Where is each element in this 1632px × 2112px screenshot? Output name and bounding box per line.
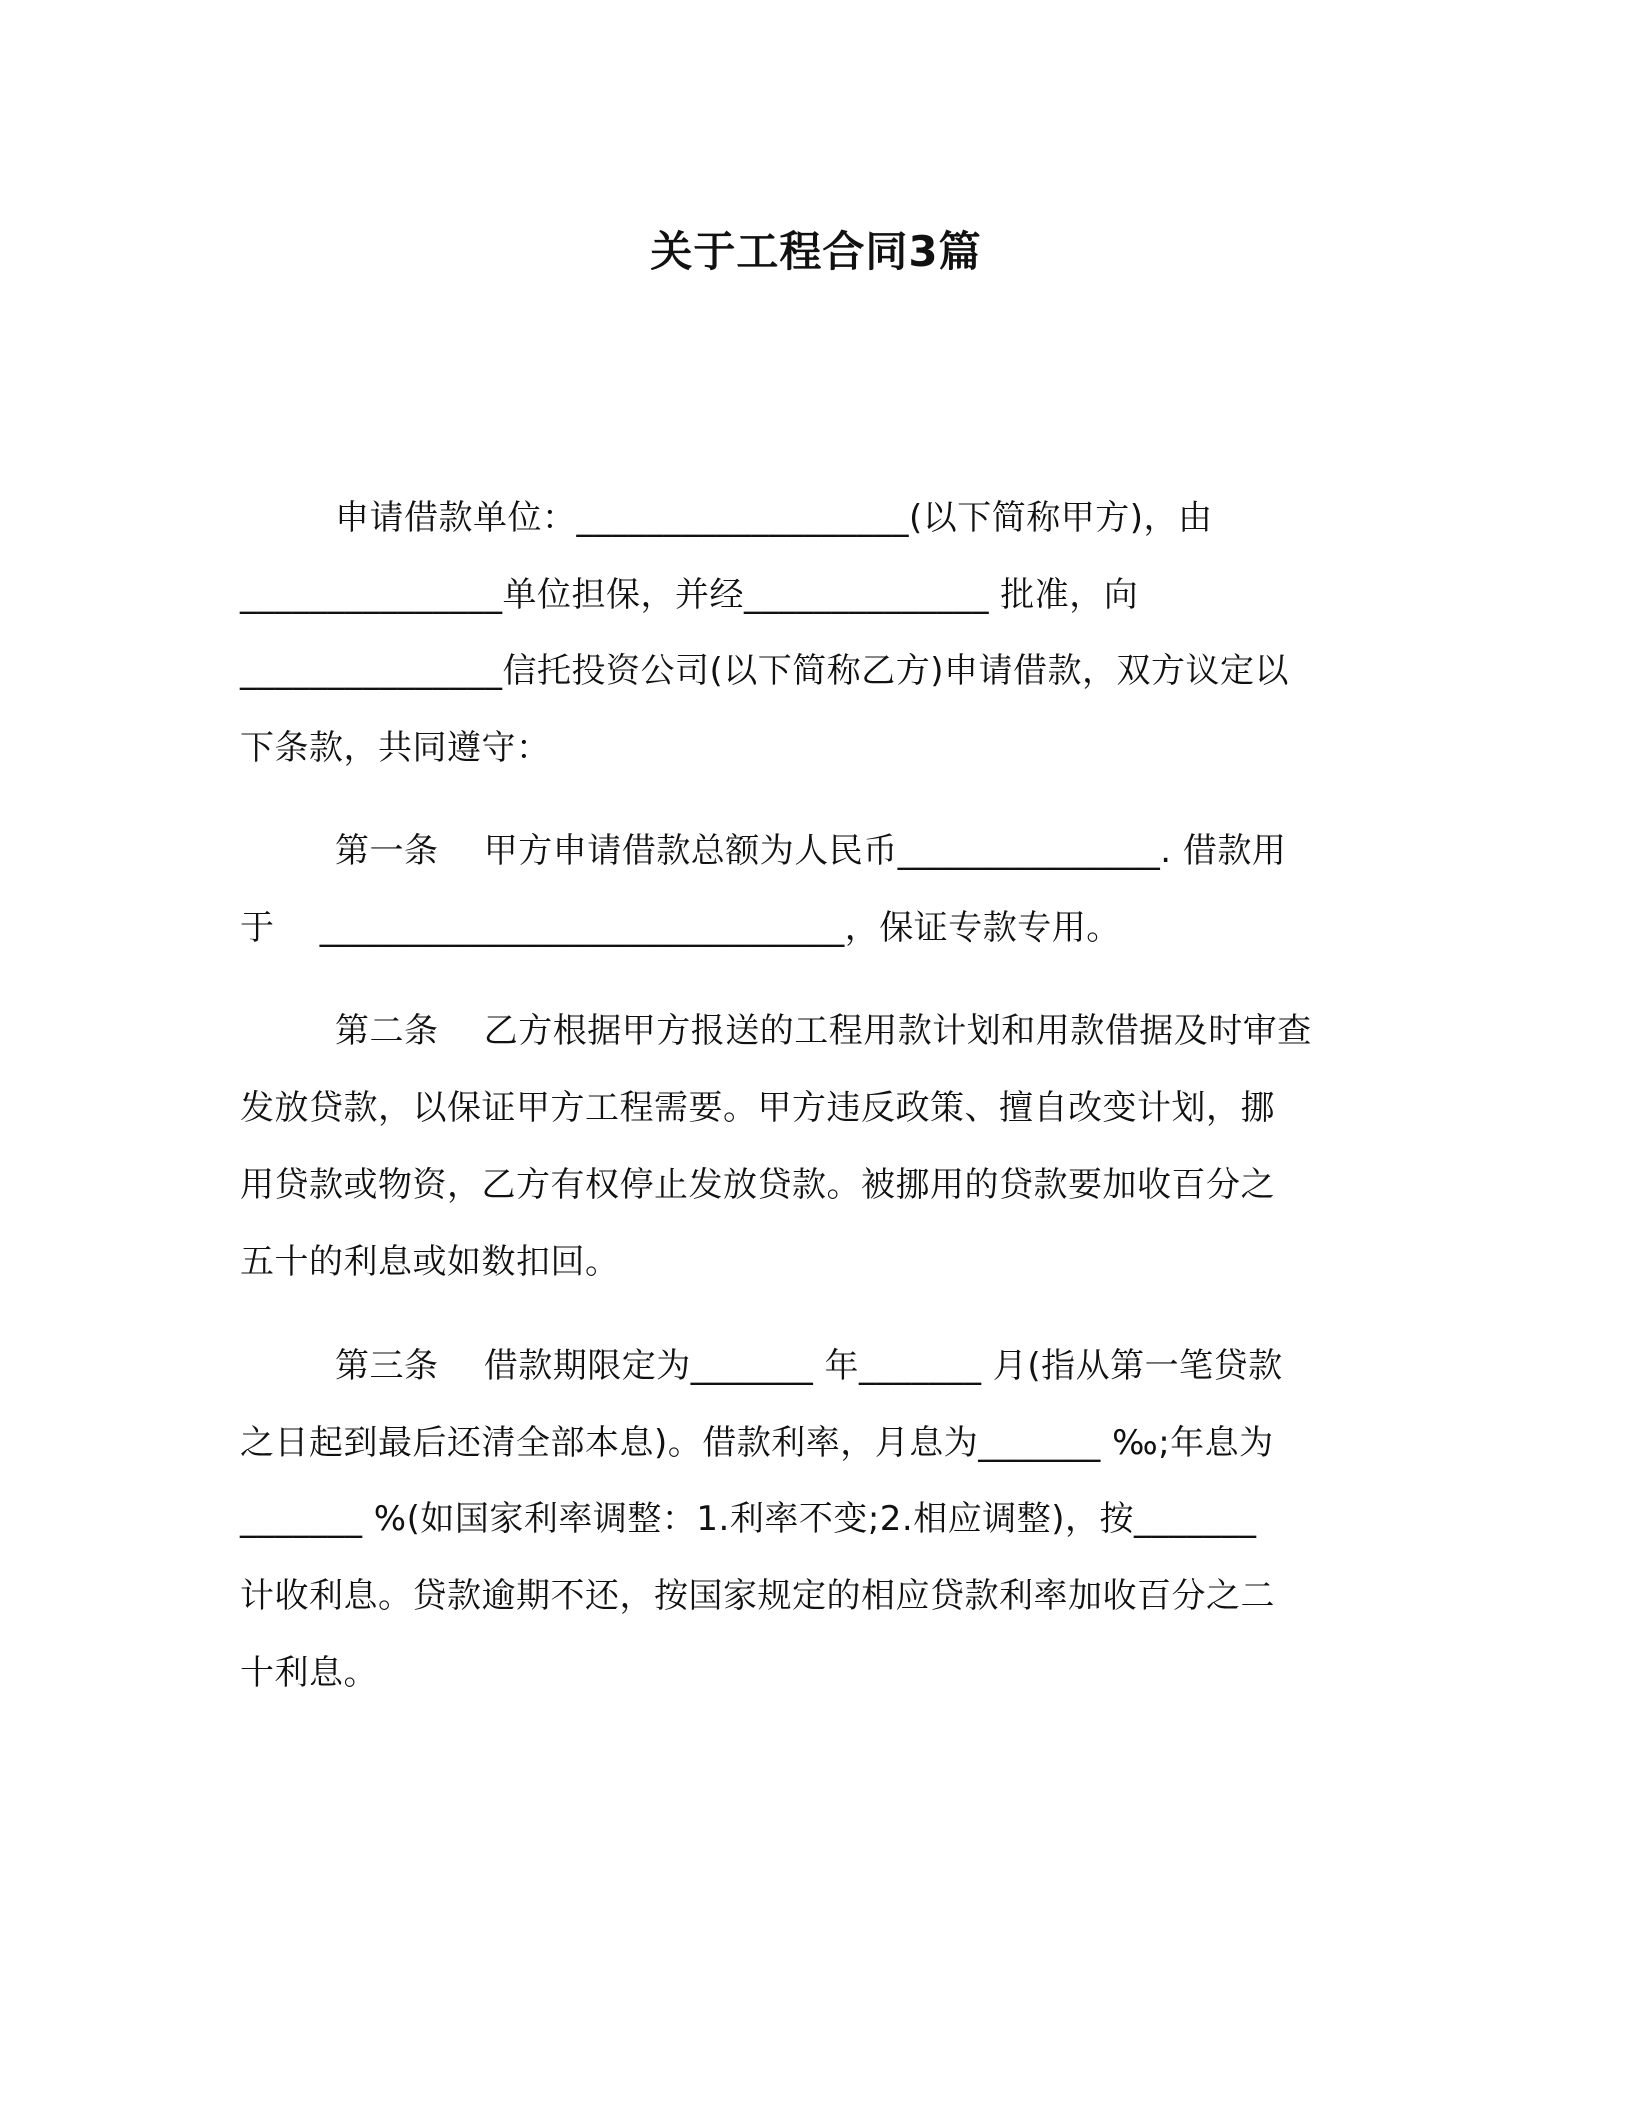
paragraph-line: _______________单位担保，并经______________ 批准，向 <box>240 575 1139 615</box>
article-1-line: 第一条 甲方申请借款总额为人民币_______________. 借款用 <box>335 831 1287 871</box>
article-3-line: 计收利息。贷款逾期不还，按国家规定的相应贷款利率加收百分之二 <box>240 1576 1275 1616</box>
article-2-line: 用贷款或物资，乙方有权停止发放贷款。被挪用的贷款要加收百分之 <box>240 1165 1275 1205</box>
document-title: 关于工程合同3篇 <box>650 227 982 276</box>
paragraph-line: 下条款，共同遵守： <box>240 728 551 768</box>
paragraph-line: 申请借款单位：___________________(以下简称甲方)，由 <box>335 498 1213 538</box>
article-1-line: 于 ______________________________，保证专款专用。 <box>240 908 1121 948</box>
article-3-line: 十利息。 <box>240 1653 378 1693</box>
article-3-line: 之日起到最后还清全部本息)。借款利率，月息为_______ ‰;年息为 <box>240 1423 1274 1463</box>
article-3-line: _______ %(如国家利率调整：1.利率不变;2.相应调整)，按_______ <box>240 1499 1257 1539</box>
paragraph-line: _______________信托投资公司(以下简称乙方)申请借款，双方议定以 <box>240 651 1290 691</box>
article-2-line: 发放贷款，以保证甲方工程需要。甲方违反政策、擅自改变计划，挪 <box>240 1088 1275 1128</box>
article-2-line: 五十的利息或如数扣回。 <box>240 1242 620 1282</box>
article-2-line: 第二条 乙方根据甲方报送的工程用款计划和用款借据及时审查 <box>335 1011 1312 1051</box>
article-3-line: 第三条 借款期限定为_______ 年_______ 月(指从第一笔贷款 <box>335 1346 1283 1386</box>
